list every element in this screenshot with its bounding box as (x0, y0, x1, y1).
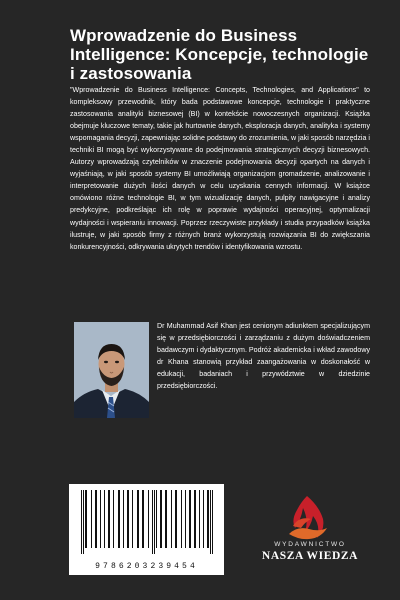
barcode-bar (104, 490, 105, 548)
barcode-bar (185, 490, 186, 548)
barcode-bar (165, 490, 167, 548)
publisher-flame-icon (267, 486, 347, 546)
barcode-bar (154, 490, 155, 554)
barcode-bars (69, 484, 224, 559)
isbn-barcode (69, 484, 224, 575)
barcode-bar (194, 490, 196, 548)
barcode-bar (210, 490, 211, 554)
barcode-bar (100, 490, 101, 548)
barcode-bar (85, 490, 87, 548)
barcode-bar (95, 490, 97, 548)
barcode-bar (123, 490, 124, 548)
barcode-bar (199, 490, 200, 548)
barcode-bar (181, 490, 182, 548)
barcode-bar (148, 490, 149, 548)
barcode-bar (113, 490, 114, 548)
publisher-name: NASZA WIEDZA (261, 550, 359, 562)
barcode-bar (137, 490, 139, 548)
barcode-bar (83, 490, 84, 554)
barcode-bar (81, 490, 82, 554)
barcode-bar (175, 490, 177, 548)
barcode-bar (203, 490, 204, 548)
barcode-bar (91, 490, 92, 548)
barcode-bar (171, 490, 172, 548)
book-description: "Wprowadzenie do Business Intelligence: Concepts, Technologies, and Applications" to kompleksowy przewodnik, który bada podstawowe koncepcje, technologie i praktyczne zastosowania analityki biznesowej (BI) w kontekście nowoczesnych organizacji. Książka obejmuje kluczowe tematy, takie jak hurtownie danych, eksploracja danych, analityka i systemy wspomagania decyzji, zapewniając solidne podstawy do zrozumienia, w jaki sposób narzędzia i techniki BI mogą być wykorzystywane do podejmowania strategicznych decyzji biznesowych. Autorzy wprowadzają czytelników w znaczenie podejmowania decyzji opartych na danych i wyjaśniają, w jaki sposób systemy BI umożliwiają organizacjom gromadzenie, analizowanie i interpretowanie dużych ilości danych w celu uzyskania cennych informacji. W książce omówiono różne technologie BI, w tym wizualizację danych, pulpity nawigacyjne i analizy predykcyjne, podkreślając ich rolę w poprawie wydajności operacyjnej, optymalizacji wydajności i wspieraniu innowacji. Poprzez rzeczywiste przykłady i studia przypadków książka ilustruje, w jaki sposób firmy z różnych branż wykorzystują rozwiązania BI do zwiększania konkurencyjności, odkrywania ukrytych trendów i identyfikowania wzrostu. (70, 86, 370, 251)
author-photo (74, 322, 149, 418)
author-bio: Dr Muhammad Asif Khan jest cenionym adiunktem specjalizującym się w przedsiębiorczości i zarządzaniu z dużym doświadczeniem badawczym i dydaktycznym. Podróż akademicka i wkład zawodowy dr Khana stanowią przykład zaangażowania w doskonałość w edukacji, badaniach i przywództwie w dziedzinie przedsiębiorczości. (157, 322, 370, 391)
barcode-bar (160, 490, 162, 548)
barcode-bar (118, 490, 120, 548)
book-title: Wprowadzenie do Business Intelligence: Koncepcje, technologie i zastosowania (70, 26, 369, 83)
publisher-label: WYDAWNICTWO (274, 541, 346, 548)
barcode-bar (212, 490, 213, 554)
barcode-bar (156, 490, 157, 548)
barcode-bar (142, 490, 144, 548)
barcode-digits: 9786203239454 (95, 562, 198, 571)
publisher-logo (267, 486, 347, 546)
barcode-bar (152, 490, 153, 554)
barcode-bar (108, 490, 110, 548)
barcode-bar (189, 490, 191, 548)
barcode-bar (207, 490, 209, 548)
barcode-bar (132, 490, 133, 548)
barcode-bar (127, 490, 129, 548)
